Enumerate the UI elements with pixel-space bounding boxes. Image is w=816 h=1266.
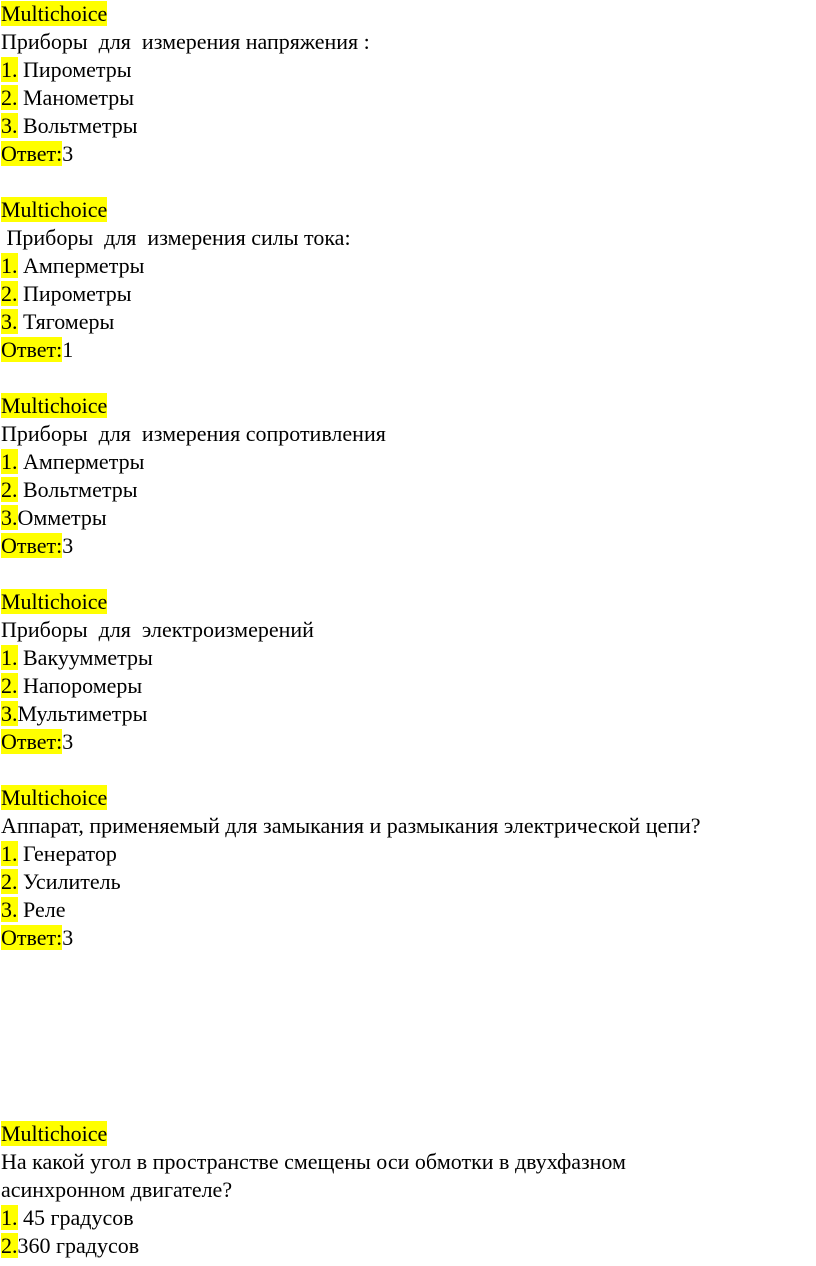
option-number: 2. (1, 673, 18, 698)
option-number: 1. (1, 1205, 18, 1230)
option-number: 2. (1, 281, 18, 306)
option-text: Усилитель (23, 869, 121, 894)
answer-line (0, 728, 816, 756)
option-number: 1. (1, 841, 18, 866)
option-text: Вакуумметры (23, 645, 153, 670)
question-text-line-2: асинхронном двигателе? (1, 1177, 233, 1202)
answer-value: 3 (62, 925, 74, 950)
spacer (0, 364, 816, 392)
option-text: Амперметры (23, 253, 145, 278)
option-number: 2. (1, 477, 18, 502)
option-text: Вольтметры (23, 113, 138, 138)
question-text: Приборы для измерения силы тока: (1, 225, 351, 250)
option-item (0, 840, 816, 868)
question-tag (0, 392, 816, 420)
option-number: 1. (1, 57, 18, 82)
question-tag (0, 1120, 816, 1148)
option-number: 2. (1, 1233, 18, 1258)
option-number: 3. (1, 113, 18, 138)
option-item (0, 252, 816, 280)
option-item (0, 84, 816, 112)
spacer (0, 756, 816, 784)
answer-value: 3 (62, 141, 74, 166)
option-text: Вольтметры (23, 477, 138, 502)
option-text: Мультиметры (17, 701, 148, 726)
question-tag (0, 196, 816, 224)
question-text-line-1: На какой угол в пространстве смещены оси обмотки в двухфазном (1, 1149, 626, 1174)
option-item (0, 1204, 816, 1232)
option-text: Омметры (17, 505, 107, 530)
option-number: 2. (1, 869, 18, 894)
question-tag (0, 588, 816, 616)
option-number: 3. (1, 897, 18, 922)
option-item (0, 308, 816, 336)
answer-label: Ответ: (1, 337, 63, 362)
spacer (0, 560, 816, 588)
option-text: Манометры (23, 85, 135, 110)
option-item (0, 448, 816, 476)
question-tag (0, 784, 816, 812)
option-item (0, 896, 816, 924)
option-number: 3. (1, 505, 18, 530)
option-item (0, 504, 816, 532)
option-item (0, 1232, 816, 1260)
option-text: Реле (23, 897, 66, 922)
option-number: 3. (1, 701, 18, 726)
option-item (0, 56, 816, 84)
tag-highlight: Multichoice (1, 393, 108, 418)
option-number: 2. (1, 85, 18, 110)
option-text: Напоромеры (23, 673, 143, 698)
tag-highlight: Multichoice (1, 1, 108, 26)
option-text: Тягомеры (23, 309, 115, 334)
option-item (0, 672, 816, 700)
answer-line (0, 336, 816, 364)
option-text: Пирометры (23, 57, 132, 82)
option-number: 1. (1, 253, 18, 278)
answer-label: Ответ: (1, 925, 63, 950)
option-number: 1. (1, 645, 18, 670)
question-text: Аппарат, применяемый для замыкания и размыкания электрической цепи? (1, 813, 701, 838)
question-tag (0, 0, 816, 28)
spacer (0, 952, 816, 1120)
option-number: 3. (1, 309, 18, 334)
question-text: Приборы для измерения сопротивления (1, 421, 386, 446)
tag-highlight: Multichoice (1, 1121, 108, 1146)
option-item (0, 112, 816, 140)
option-text: 360 градусов (17, 1233, 140, 1258)
option-number: 1. (1, 449, 18, 474)
question-text: Приборы для измерения напряжения : (1, 29, 370, 54)
answer-line (0, 140, 816, 168)
option-text: Пирометры (23, 281, 132, 306)
option-item (0, 476, 816, 504)
tag-highlight: Multichoice (1, 589, 108, 614)
answer-value: 3 (62, 729, 74, 754)
answer-label: Ответ: (1, 141, 63, 166)
answer-label: Ответ: (1, 729, 63, 754)
option-text: Генератор (23, 841, 117, 866)
answer-line (0, 924, 816, 952)
option-item (0, 644, 816, 672)
option-text: Амперметры (23, 449, 145, 474)
option-item (0, 700, 816, 728)
tag-highlight: Multichoice (1, 785, 108, 810)
option-text: 45 градусов (23, 1205, 134, 1230)
answer-label: Ответ: (1, 533, 63, 558)
option-item (0, 280, 816, 308)
option-item (0, 868, 816, 896)
answer-value: 1 (62, 337, 74, 362)
tag-highlight: Multichoice (1, 197, 108, 222)
spacer (0, 168, 816, 196)
answer-value: 3 (62, 533, 74, 558)
question-text: Приборы для электроизмерений (1, 617, 314, 642)
answer-line (0, 532, 816, 560)
